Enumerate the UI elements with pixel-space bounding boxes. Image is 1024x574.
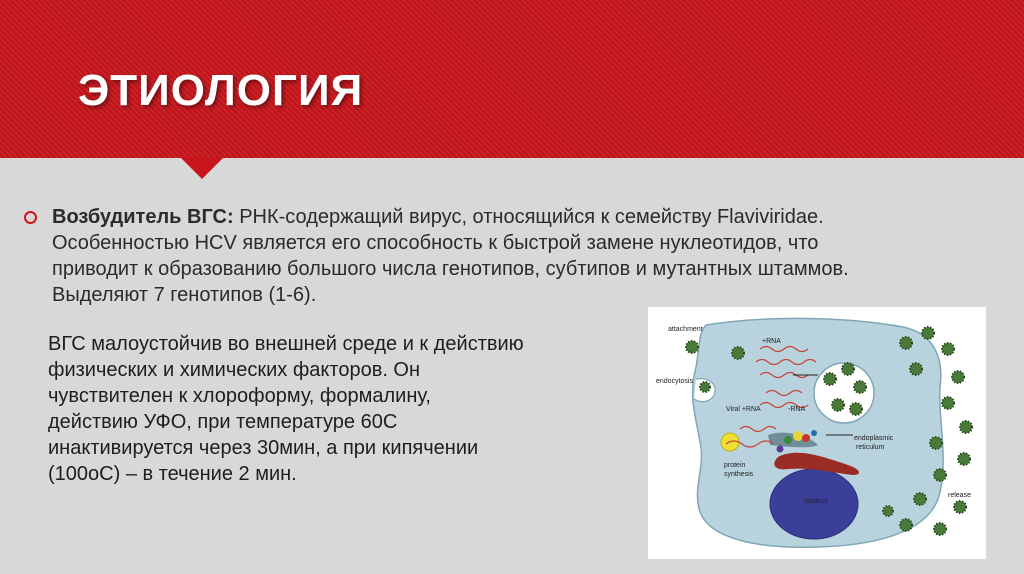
paragraph-line-6: (100оС) – в течение 2 мин. xyxy=(48,463,297,485)
virus-particle xyxy=(952,371,964,383)
label-endocytosis: endocytosis xyxy=(656,378,693,385)
virus-particle xyxy=(910,363,922,375)
paragraph-line-1: ВГС малоустойчив во внешней среде и к действию xyxy=(48,333,524,355)
virus-particle xyxy=(824,373,836,385)
label-release: release xyxy=(948,492,971,499)
viral-protein-4 xyxy=(811,430,817,436)
paragraph-line-3: чувствителен к хлороформу, формалину, xyxy=(48,385,431,407)
label-nucleus: nucleus xyxy=(804,498,829,505)
viral-protein-3 xyxy=(777,446,784,453)
virus-particle xyxy=(883,506,893,516)
virus-particle xyxy=(842,363,854,375)
paragraph-line-2: физических и химических факторов. Он xyxy=(48,359,421,381)
virus-particle xyxy=(934,523,946,535)
label-endoplasmic: endoplasmic xyxy=(854,435,894,442)
virus-particle xyxy=(914,493,926,505)
diagram-canvas xyxy=(648,307,986,559)
paragraph-line-4: действию УФО, при температуре 60С xyxy=(48,411,398,433)
bullet-line-4: Выделяют 7 генотипов (1-6). xyxy=(52,284,317,306)
virus-particle xyxy=(942,343,954,355)
label-attachment: attachment xyxy=(668,326,703,333)
paragraph-line-5: инактивируется через 30мин, а при кипячении xyxy=(48,437,479,459)
bullet-item xyxy=(24,204,1014,308)
virus-particle xyxy=(960,421,972,433)
virus-particle xyxy=(854,381,866,393)
label-plus-rna: +RNA xyxy=(762,338,781,345)
label-protein: protein xyxy=(724,462,746,469)
bullet-line-3: приводит к образованию большого числа генотипов, субтипов и мутантных штаммов. xyxy=(52,258,849,280)
virus-particle xyxy=(732,347,744,359)
virus-particle xyxy=(900,337,912,349)
virus-particle xyxy=(934,469,946,481)
slide-title: ЭТИОЛОГИЯ xyxy=(78,66,364,115)
virus-particle xyxy=(954,501,966,513)
bullet-text xyxy=(52,204,1014,308)
bullet-line-1-text: РНК-содержащий вирус, относящийся к семейству Flaviviridae. xyxy=(233,206,824,228)
virus-particle xyxy=(832,399,844,411)
virus-particle xyxy=(700,382,710,392)
viral-protein-1 xyxy=(784,436,792,444)
bullet-line-1 xyxy=(52,204,1014,230)
banner-notch xyxy=(180,157,224,179)
stability-paragraph xyxy=(48,331,628,487)
viral-protein-2 xyxy=(802,434,810,442)
bullet-label: Возбудитель ВГС: xyxy=(52,206,234,228)
virus-particle xyxy=(686,341,698,353)
label-viral-plus-rna: Viral +RNA xyxy=(726,406,761,413)
label-synthesis: synthesis xyxy=(724,471,754,478)
hcv-lifecycle-diagram xyxy=(648,307,986,559)
bullet-circle-icon xyxy=(24,211,37,224)
ribosome xyxy=(793,431,803,441)
virus-particle xyxy=(900,519,912,531)
virus-particle xyxy=(958,453,970,465)
virus-particle xyxy=(922,327,934,339)
label-reticulum: reticulum xyxy=(856,444,885,451)
label-minus-rna: -RNA xyxy=(788,406,806,413)
virus-particle xyxy=(850,403,862,415)
bullet-line-2: Особенностью HCV является его способность к быстрой замене нуклеотидов, что xyxy=(52,232,819,254)
virus-particle xyxy=(942,397,954,409)
virus-particle xyxy=(930,437,942,449)
